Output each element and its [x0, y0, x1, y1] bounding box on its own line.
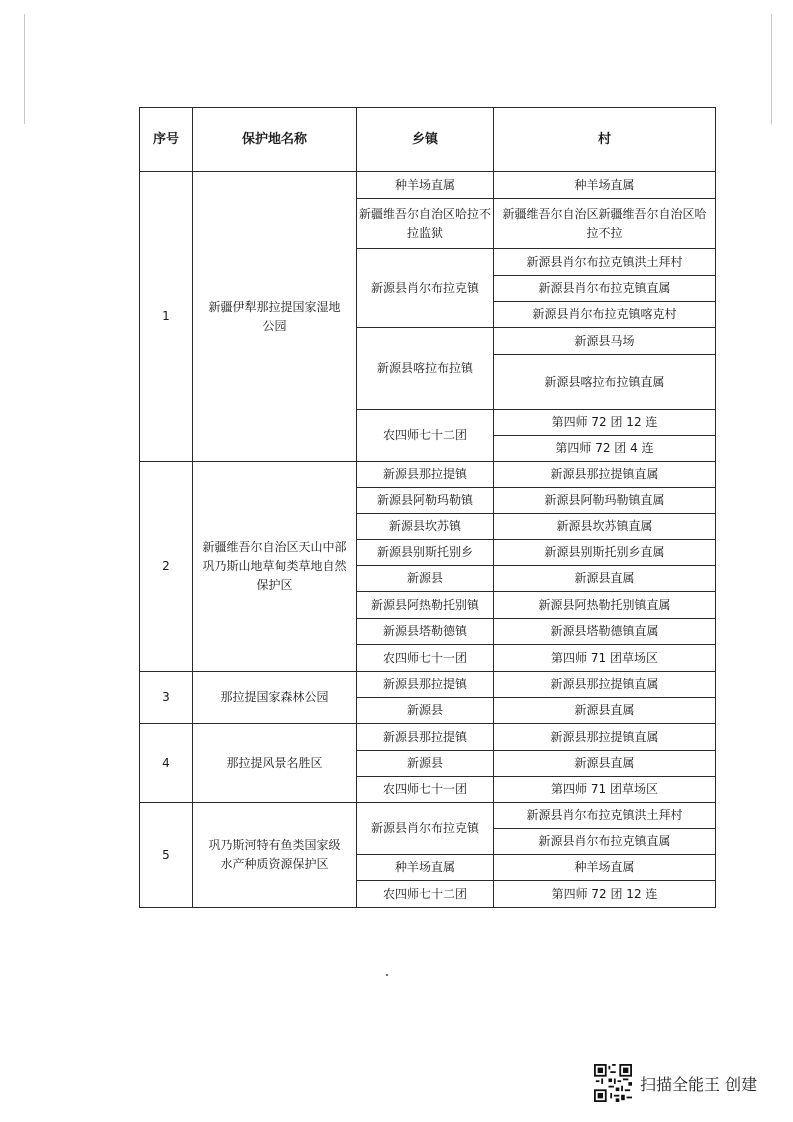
township-cell: 新源县那拉提镇	[357, 672, 494, 698]
village-cell: 新源县别斯托别乡直属	[494, 540, 716, 566]
village-cell: 新疆维吾尔自治区新疆维吾尔自治区哈拉不拉	[494, 199, 716, 249]
village-cell: 新源县阿热勒托别镇直属	[494, 592, 716, 619]
village-cell: 新源县肖尔布拉克镇喀克村	[494, 302, 716, 328]
village-cell: 新源县肖尔布拉克镇直属	[494, 276, 716, 302]
village-cell: 新源县阿勒玛勒镇直属	[494, 488, 716, 514]
township-cell: 新源县坎苏镇	[357, 514, 494, 540]
table-row	[140, 724, 716, 751]
protected-area-table	[139, 107, 716, 908]
village-cell: 种羊场直属	[494, 855, 716, 881]
township-cell: 农四师七十一团	[357, 645, 494, 672]
township-cell: 种羊场直属	[357, 172, 494, 199]
township-cell: 种羊场直属	[357, 855, 494, 881]
area-name-cell: 巩乃斯河特有鱼类国家级水产种质资源保护区	[193, 803, 357, 908]
village-cell: 新源县坎苏镇直属	[494, 514, 716, 540]
township-cell: 新源县喀拉布拉镇	[357, 328, 494, 410]
serial-cell: 3	[140, 672, 193, 724]
village-cell: 新源县肖尔布拉克镇洪土拜村	[494, 249, 716, 276]
scan-speck	[386, 974, 388, 976]
township-cell: 新源县	[357, 751, 494, 777]
village-cell: 新源县直属	[494, 751, 716, 777]
village-cell: 第四师 72 团 12 连	[494, 410, 716, 436]
area-name-cell: 那拉提风景名胜区	[193, 724, 357, 803]
township-cell: 农四师七十二团	[357, 410, 494, 462]
township-cell: 农四师七十一团	[357, 777, 494, 803]
village-cell: 新源县喀拉布拉镇直属	[494, 355, 716, 410]
area-name-cell: 新疆伊犁那拉提国家湿地公园	[193, 172, 357, 462]
header-serial: 序号	[140, 108, 193, 172]
serial-cell: 4	[140, 724, 193, 803]
table-row	[140, 462, 716, 488]
serial-cell: 2	[140, 462, 193, 672]
village-cell: 第四师 72 团 4 连	[494, 436, 716, 462]
village-cell: 新源县肖尔布拉克镇直属	[494, 829, 716, 855]
township-cell: 新源县	[357, 566, 494, 592]
header-area-name: 保护地名称	[193, 108, 357, 172]
area-name-cell: 新疆维吾尔自治区天山中部巩乃斯山地草甸类草地自然保护区	[193, 462, 357, 672]
township-cell: 新源县阿勒玛勒镇	[357, 488, 494, 514]
village-cell: 第四师 71 团草场区	[494, 645, 716, 672]
township-cell: 新疆维吾尔自治区哈拉不拉监狱	[357, 199, 494, 249]
village-cell: 新源县马场	[494, 328, 716, 355]
township-cell: 农四师七十二团	[357, 881, 494, 908]
village-cell: 新源县直属	[494, 698, 716, 724]
township-cell: 新源县塔勒德镇	[357, 619, 494, 645]
village-cell: 新源县直属	[494, 566, 716, 592]
township-cell: 新源县那拉提镇	[357, 724, 494, 751]
village-cell: 种羊场直属	[494, 172, 716, 199]
serial-cell: 5	[140, 803, 193, 908]
township-cell: 新源县那拉提镇	[357, 462, 494, 488]
table-row	[140, 803, 716, 829]
township-cell: 新源县肖尔布拉克镇	[357, 803, 494, 855]
township-cell: 新源县肖尔布拉克镇	[357, 249, 494, 328]
township-cell: 新源县	[357, 698, 494, 724]
village-cell: 第四师 71 团草场区	[494, 777, 716, 803]
serial-cell: 1	[140, 172, 193, 462]
header-township: 乡镇	[357, 108, 494, 172]
village-cell: 新源县那拉提镇直属	[494, 462, 716, 488]
township-cell: 新源县阿热勒托别镇	[357, 592, 494, 619]
table-row	[140, 672, 716, 698]
village-cell: 新源县那拉提镇直属	[494, 724, 716, 751]
table-row	[140, 172, 716, 199]
village-cell: 新源县塔勒德镇直属	[494, 619, 716, 645]
header-village: 村	[494, 108, 716, 172]
scan-edge-left	[24, 14, 25, 124]
area-name-cell: 那拉提国家森林公园	[193, 672, 357, 724]
scanner-watermark-text: 扫描全能王 创建	[640, 1074, 758, 1094]
village-cell: 第四师 72 团 12 连	[494, 881, 716, 908]
scan-edge-right	[771, 14, 772, 124]
qr-code-icon	[594, 1064, 632, 1102]
village-cell: 新源县肖尔布拉克镇洪土拜村	[494, 803, 716, 829]
scanner-watermark	[594, 1064, 757, 1102]
table-header-row	[140, 108, 716, 172]
village-cell: 新源县那拉提镇直属	[494, 672, 716, 698]
township-cell: 新源县别斯托别乡	[357, 540, 494, 566]
